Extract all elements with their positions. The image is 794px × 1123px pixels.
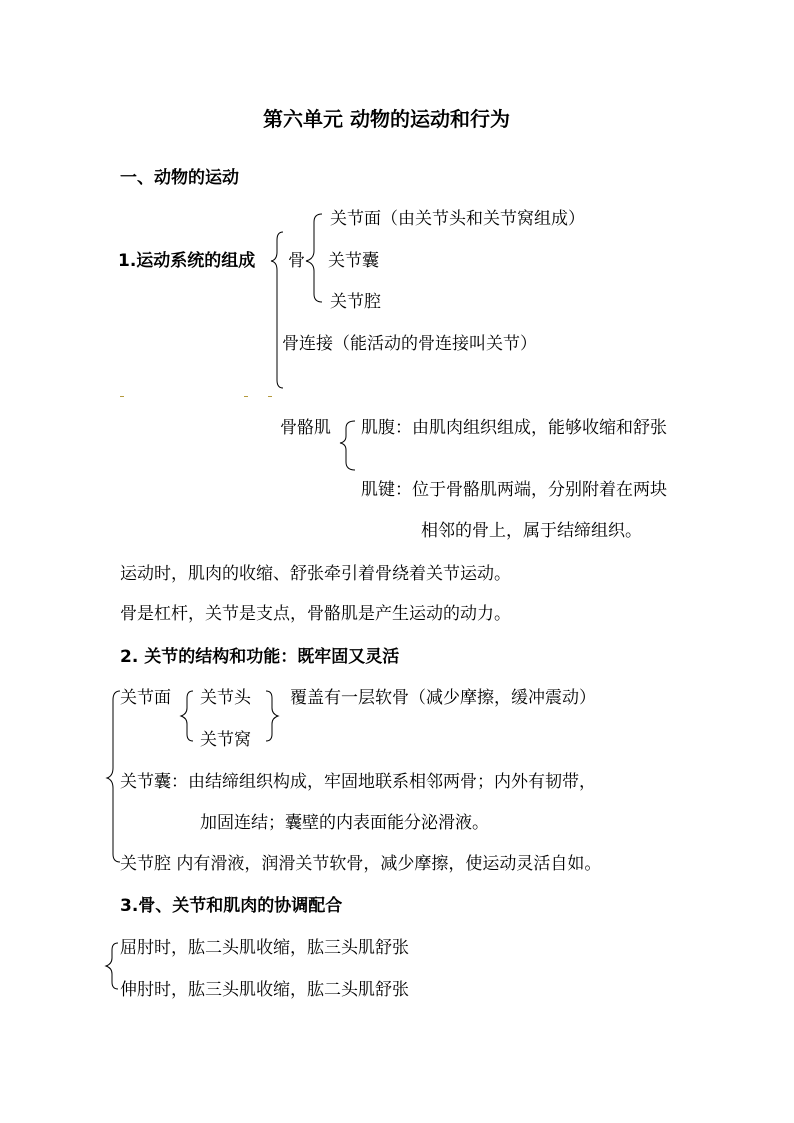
brace-bone <box>306 214 322 302</box>
brace-surface-right <box>266 691 278 741</box>
articular-surface-label: 关节面 <box>120 688 171 708</box>
capsule-line-2: 加固连结；囊壁的内表面能分泌滑液。 <box>200 813 489 833</box>
item2-heading: 2. 关节的结构和功能：既牢固又灵活 <box>120 647 400 667</box>
bone-part-capsule: 关节囊 <box>328 251 379 271</box>
item3-heading: 3.骨、关节和肌肉的协调配合 <box>120 896 343 916</box>
bone-part-cavity: 关节腔 <box>330 292 381 312</box>
joint-head: 关节头 <box>200 688 251 708</box>
cartilage-description: 覆盖有一层软骨（减少摩擦，缓冲震动） <box>290 688 596 708</box>
brace-surface <box>181 691 193 741</box>
movement-paragraph: 运动时，肌肉的收缩、舒张牵引着骨绕着关节运动。 <box>120 564 511 584</box>
item1-label: 1.运动系统的组成 <box>118 251 256 271</box>
capsule-line-1: 关节囊：由结缔组织构成，牢固地联系相邻两骨；内外有韧带， <box>120 772 596 792</box>
tendon-line-2: 相邻的骨上，属于结缔组织。 <box>421 521 642 541</box>
section-heading: 一、动物的运动 <box>120 168 239 188</box>
elbow-extend: 伸肘时，肱三头肌收缩，肱二头肌舒张 <box>120 980 409 1000</box>
lever-paragraph: 骨是杠杆，关节是支点，骨骼肌是产生运动的动力。 <box>120 604 511 624</box>
tendon-line-1: 肌键：位于骨骼肌两端，分别附着在两块 <box>361 480 667 500</box>
joint-socket: 关节窝 <box>200 730 251 750</box>
brace-system <box>271 232 283 388</box>
joint-connection: 骨连接（能活动的骨连接叫关节） <box>282 334 537 354</box>
skeletal-muscle-label: 骨骼肌 <box>280 418 331 438</box>
brace-elbow <box>106 943 118 989</box>
bone-label: 骨 <box>288 251 305 271</box>
bone-part-articular-surface: 关节面（由关节头和关节窝组成） <box>330 209 585 229</box>
brace-joint-structure <box>107 691 120 862</box>
page-title: 第六单元 动物的运动和行为 <box>263 107 510 131</box>
muscle-belly: 肌腹：由肌肉组织组成，能够收缩和舒张 <box>361 418 667 438</box>
elbow-flex: 屈肘时，肱二头肌收缩，肱三头肌舒张 <box>120 938 409 958</box>
brace-muscle <box>340 421 355 470</box>
cavity-paragraph: 关节腔 内有滑液，润滑关节软骨，减少摩擦，使运动灵活自如。 <box>120 854 602 874</box>
